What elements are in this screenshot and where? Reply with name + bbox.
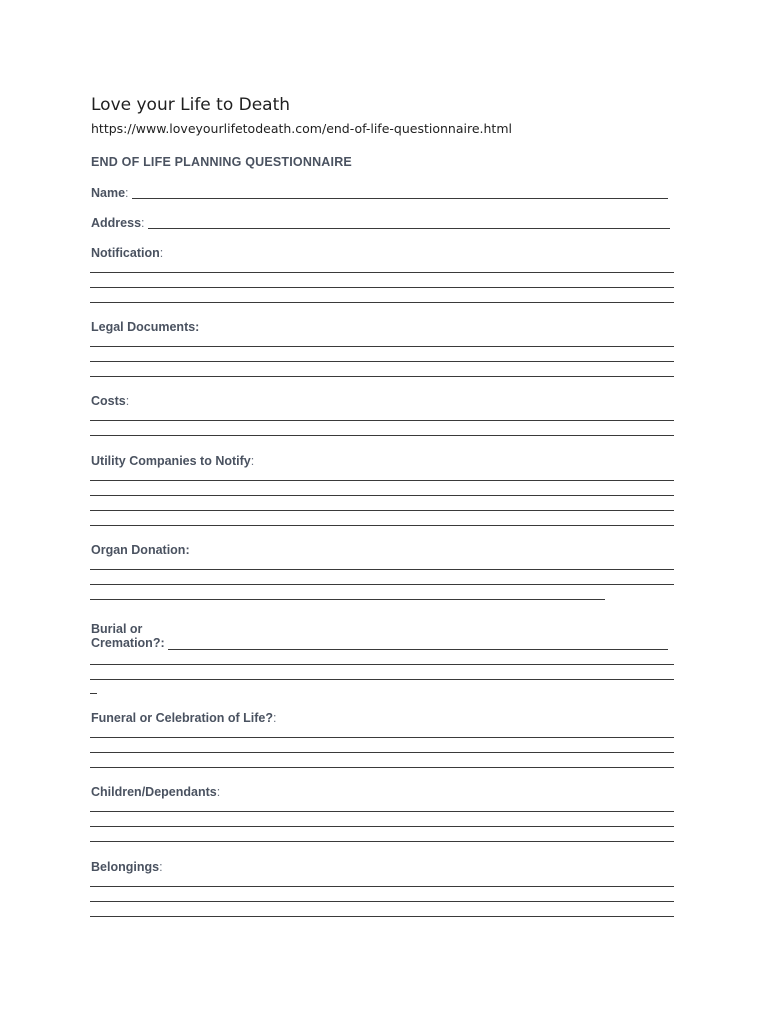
funeral-label: Funeral or Celebration of Life?: (91, 711, 277, 725)
address-label: Address: (91, 216, 145, 230)
costs-line[interactable] (90, 420, 674, 421)
funeral-line[interactable] (90, 752, 674, 753)
legal-documents-line[interactable] (90, 376, 674, 377)
funeral-line[interactable] (90, 767, 674, 768)
document-title: Love your Life to Death (91, 95, 291, 115)
notification-line[interactable] (90, 287, 674, 288)
organ-donation-line[interactable] (90, 584, 674, 585)
burial-cremation-line[interactable] (168, 649, 668, 650)
children-line[interactable] (90, 826, 674, 827)
belongings-label: Belongings: (91, 860, 163, 874)
utility-companies-line[interactable] (90, 495, 674, 496)
name-label: Name: (91, 186, 129, 200)
costs-label: Costs: (91, 394, 130, 408)
organ-donation-line[interactable] (90, 569, 674, 570)
utility-companies-line[interactable] (90, 525, 674, 526)
notification-line[interactable] (90, 272, 674, 273)
notification-line[interactable] (90, 302, 674, 303)
burial-cremation-line-end (90, 693, 97, 694)
belongings-line[interactable] (90, 886, 674, 887)
document-url: https://www.loveyourlifetodeath.com/end-of-life-questionnaire.html (91, 121, 512, 136)
organ-donation-line[interactable] (90, 599, 605, 600)
children-line[interactable] (90, 811, 674, 812)
notification-label: Notification: (91, 246, 164, 260)
costs-line[interactable] (90, 435, 674, 436)
funeral-line[interactable] (90, 737, 674, 738)
utility-companies-line[interactable] (90, 510, 674, 511)
name-field-line[interactable] (132, 198, 668, 199)
legal-documents-line[interactable] (90, 361, 674, 362)
burial-label: Burial or (91, 622, 143, 636)
children-line[interactable] (90, 841, 674, 842)
address-field-line[interactable] (148, 228, 670, 229)
children-label: Children/Dependants: (91, 785, 221, 799)
legal-documents-label: Legal Documents: (91, 320, 200, 334)
utility-companies-line[interactable] (90, 480, 674, 481)
belongings-line[interactable] (90, 901, 674, 902)
cremation-label: Cremation?: (91, 636, 165, 650)
burial-cremation-line[interactable] (90, 664, 674, 665)
belongings-line[interactable] (90, 916, 674, 917)
organ-donation-label: Organ Donation: (91, 543, 190, 557)
burial-cremation-line[interactable] (90, 679, 674, 680)
utility-companies-label: Utility Companies to Notify: (91, 454, 255, 468)
legal-documents-line[interactable] (90, 346, 674, 347)
questionnaire-heading: END OF LIFE PLANNING QUESTIONNAIRE (91, 155, 352, 169)
